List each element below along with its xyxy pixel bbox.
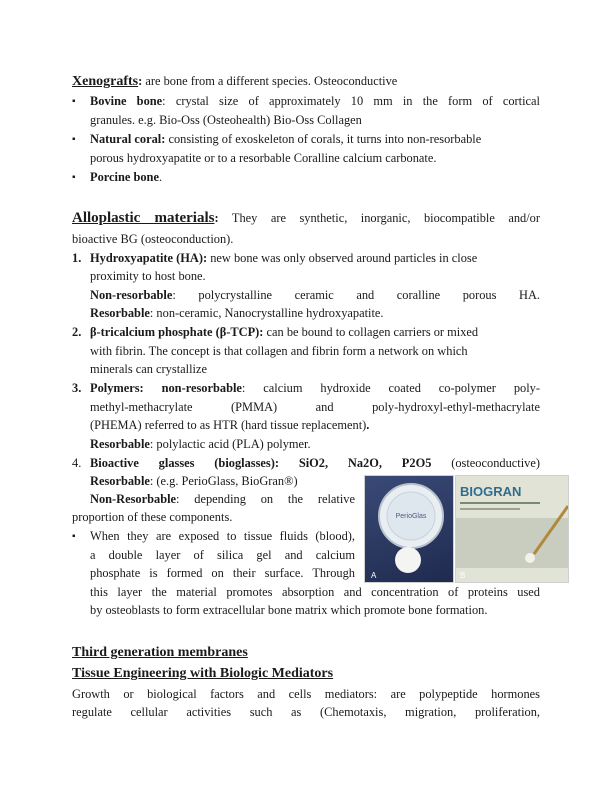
bioglass-resorbable: Resorbable: (e.g. PerioGlass, BioGran®) bbox=[90, 474, 298, 488]
square-bullet-icon: ▪ bbox=[72, 134, 76, 145]
photo-biogran bbox=[455, 475, 569, 583]
list-item-tcp: β-tricalcium phosphate (β-TCP): can be bound to collagen carriers or mixed bbox=[90, 325, 479, 339]
third-generation-heading: Third generation membranes bbox=[72, 645, 248, 660]
list-item-coral-cont: porous hydroxyapatite or to a resorbable Coralline calcium carbonate. bbox=[90, 151, 437, 165]
list-item-bovine: Bovine bone: crystal size of approximately 10 mm in the form of cortical bbox=[90, 94, 540, 108]
figure-label-a: A bbox=[371, 571, 377, 580]
photo-perioglas bbox=[364, 475, 454, 583]
list-item-coral: Natural coral: consisting of exoskeleton of corals, it turns into non-resorbable bbox=[90, 132, 482, 146]
list-item-porcine: Porcine bone. bbox=[90, 170, 163, 184]
alloplastic-intro-cont: bioactive BG (osteoconduction). bbox=[72, 232, 234, 246]
list-item-hydroxyapatite: Hydroxyapatite (HA): new bone was only observed around particles in close bbox=[90, 251, 478, 265]
tissue-engineering-heading: Tissue Engineering with Biologic Mediators bbox=[72, 666, 334, 681]
bioglass-nonresorbable: Non-Resorbable: depending on the relative bbox=[90, 492, 355, 506]
ha-resorbable: Resorbable: non-ceramic, Nanocrystalline hydroxyapatite. bbox=[90, 306, 384, 320]
list-item-polymers: Polymers: non-resorbable: calcium hydroxide coated co-polymer poly- bbox=[90, 381, 540, 395]
alloplastic-intro: Alloplastic materials: They are synthetic, inorganic, biocompatible and/or bbox=[72, 210, 540, 226]
ha-nonresorbable: Non-resorbable: polycrystalline ceramic and coralline porous HA. bbox=[90, 288, 540, 302]
xenografts-intro: Xenografts: are bone from a different species. Osteoconductive bbox=[72, 74, 398, 89]
perioglas-jar-image bbox=[365, 476, 453, 582]
xenografts-heading: Xenografts bbox=[72, 74, 139, 89]
third-generation-para-cont: regulate cellular activities such as (Chemotaxis, migration, proliferation, bbox=[72, 705, 540, 719]
square-bullet-icon: ▪ bbox=[72, 531, 76, 542]
biogran-brand: BIOGRAN bbox=[460, 484, 522, 499]
third-generation-para: Growth or biological factors and cells mediators: are polypeptide hormones bbox=[72, 687, 540, 701]
alloplastic-heading: Alloplastic materials bbox=[72, 210, 215, 226]
polymers-resorbable: Resorbable: polylactic acid (PLA) polymer. bbox=[90, 437, 311, 451]
list-item-bioglass: Bioactive glasses (bioglasses): SiO2, Na2O, P2O5 (osteoconductive) bbox=[90, 456, 540, 470]
perioglas-lid-label: PerioGlas bbox=[395, 513, 427, 520]
figure-label-b: B bbox=[460, 571, 466, 580]
biogran-package-image bbox=[456, 476, 568, 582]
list-item-bovine-cont: granules. e.g. Bio-Oss (Osteohealth) Bio-Oss Collagen bbox=[90, 113, 362, 127]
square-bullet-icon: ▪ bbox=[72, 172, 76, 183]
square-bullet-icon: ▪ bbox=[72, 96, 76, 107]
document-page: Xenografts: are bone from a different species. Osteoconductive ▪ Bovine bone: crystal size of approximately 10 mm in the form of cortical granules. e.g. Bio-Oss (Osteohealth) Bio-Oss Collagen ▪ Natural coral: consisting of exoskeleton of corals, it turns into non-resorbable porous hydroxyapatite or to a resorbable Coralline calcium carbonate. ▪ Porcine bone. Alloplastic materials: They are synthetic, inorganic, biocompatible and/or bioactive BG (osteoconduction). 1. Hydroxyapatite (HA): new bone was only observed around particles in close proximity to host bone. Non-resorbable: polycrystalline ceramic and coralline porous HA. Resorbable: non-ceramic, Nanocrystalline hydroxyapatite. 2. β-tricalcium phosphate (β-TCP): can be bound to collagen carriers or mixed with fibrin. The concept is that collagen and fibrin form a network on which minerals can crystallize 3. Polymers: non-resorbable: calcium hydroxide coated co-polymer poly- methyl-methacrylate (PMMA) and poly-hydroxyl-ethyl-methacrylate (PHEMA) referred to as HTR (hard tissue replacement). Resorbable: polylactic acid (PLA) polymer. 4. Bioactive glasses (bioglasses): SiO2, Na2O, P2O5 (osteoconductive) Resorbable: (e.g. PerioGlass, BioGran®) Non-Resorbable: depending on the relative proportion of these components. ▪ When they are exposed to tissue fluids (blood), a double layer of silica gel and calcium phosphate is formed on their surface. Through this layer the material promotes absorption and concentration of proteins used by osteoblasts to form extracellular bone matrix which promote bone formation. PerioGlas A BIOGRAN B Third generation membranes Tissue Engineering with Biologic Mediators Growth or biological factors and cells mediators: are polypeptide hormones regulate cellular activities such as (Chemotaxis, migration, proliferation, bbox=[0, 0, 612, 792]
